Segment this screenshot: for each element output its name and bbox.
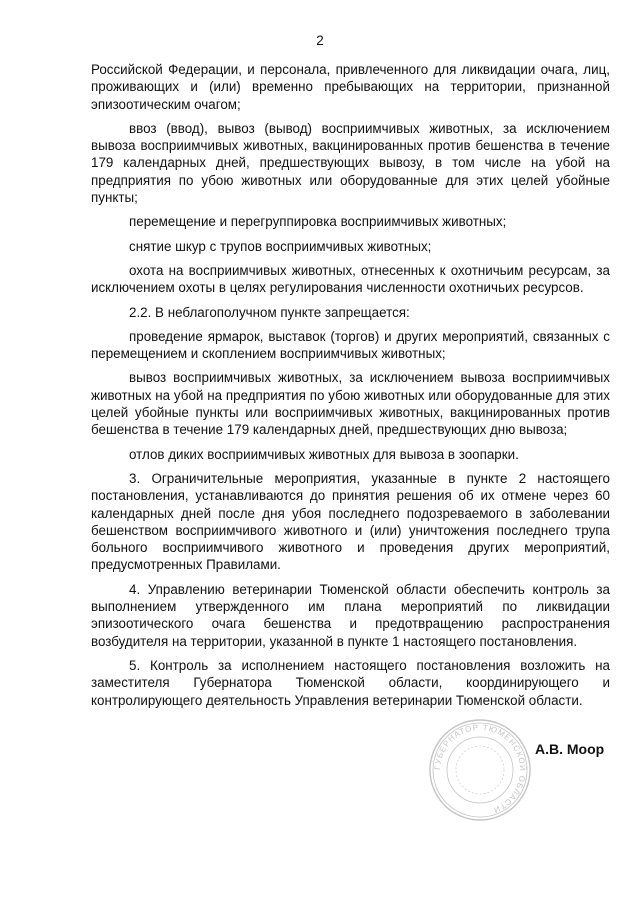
svg-text:ГУБЕРНАТОР ТЮМЕНСКОЙ ОБЛАСТИ: ГУБЕРНАТОР ТЮМЕНСКОЙ ОБЛАСТИ (432, 722, 528, 815)
paragraph: перемещение и перегруппировка восприимчивых животных; (129, 214, 507, 230)
paragraph: 3. Ограничительные мероприятия, указанные в пункте 2 настоящего постановления, устанавливаются до принятия решения об их отмене через 60 календарных дней после дня убоя последнего подозреваемого в заболевании бешенством восприимчивого животного и (или) уничтожения последнего трупа больного восприимчивого животного и проведения других мероприятий, предусмотренных Правилами. (91, 470, 610, 573)
paragraph: снятие шкур с трупов восприимчивых животных; (129, 238, 432, 254)
paragraph: охота на восприимчивых животных, отнесенных к охотничьим ресурсам, за исключением охоты в целях регулирования численности охотничьих ресурсов. (91, 262, 610, 296)
seal-stamp-icon (428, 718, 532, 822)
paragraph: отлов диких восприимчивых животных для вывоза в зоопарки. (129, 446, 519, 462)
paragraph: 5. Контроль за исполнением настоящего постановления возложить на заместителя Губернатора Тюменской области, координирующего и контролирующего деятельность Управления ветеринарии Тюменской области. (91, 657, 610, 708)
paragraph: проведение ярмарок, выставок (торгов) и других мероприятий, связанных с перемещением и скоплением восприимчивых животных; (91, 328, 610, 362)
paragraph: 2.2. В неблагополучном пункте запрещается: (129, 304, 410, 320)
paragraph: 4. Управлению ветеринарии Тюменской области обеспечить контроль за выполнением утвержденного им плана мероприятий по ликвидации эпизоотического очага бешенства и предотвращению распространения возбудителя на территории, указанной в пункте 1 настоящего постановления. (91, 581, 610, 649)
paragraph: ввоз (ввод), вывоз (вывод) восприимчивых животных, за исключением вывоза восприимчивых животных, вакцинированных против бешенства в течение 179 календарных дней, предшествующих вывозу, в том числе на убой на предприятия по убою животных или оборудованные для этих целей убойные пункты; (91, 120, 610, 206)
paragraph: вывоз восприимчивых животных, за исключением вывоза восприимчивых животных на убой на предприятия по убою животных или оборудованные для этих целей убойные пункты или восприимчивых животных, вакцинированных против бешенства в течение 179 календарных дней, предшествующих дню вывоза; (91, 370, 610, 438)
page-number: 2 (316, 33, 324, 48)
paragraph: Российской Федерации, и персонала, привлеченного для ликвидации очага, лиц, проживающих и (или) временно пребывающих на территории, признанной эпизоотическим очагом; (91, 62, 610, 112)
signer-name: А.В. Моор (535, 741, 605, 757)
document-body (91, 61, 610, 716)
